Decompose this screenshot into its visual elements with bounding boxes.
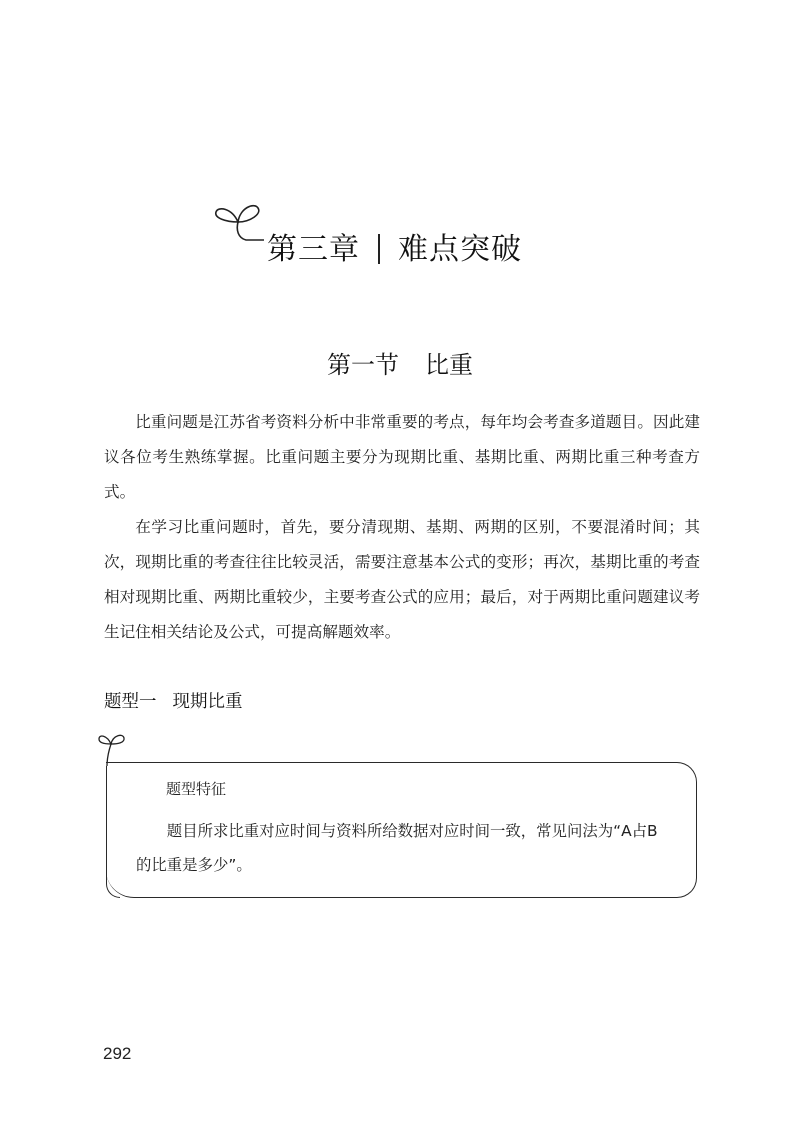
chapter-number: 第三章	[267, 232, 360, 267]
intro-paragraph: 比重问题是江苏省考资料分析中非常重要的考点，每年均会考查多道题目。因此建议各位考生熟练掌握。比重问题主要分为现期比重、基期比重、两期比重三种考查方式。	[104, 413, 700, 501]
chapter-subtitle: 难点突破	[398, 232, 522, 267]
section-name: 比重	[425, 351, 473, 379]
question-type-title: 现期比重	[172, 692, 243, 712]
title-divider	[378, 234, 380, 264]
feature-box-border	[106, 766, 120, 898]
study-tips-paragraph: 在学习比重问题时，首先，要分清现期、基期、两期的区别，不要混淆时间；其次，现期比重的考查往往比较灵活，需要注意基本公式的变形；再次，基期比重的考查相对现期比重、两期比重较少，主要考查公式的应用；最后，对于两期比重问题建议考生记住相关结论及公式，可提高解题效率。	[104, 518, 700, 641]
feature-text: 题目所求比重对应时间与资料所给数据对应时间一致，常见问法为“A占B的比重是多少”。	[136, 822, 658, 874]
sprout-icon	[97, 730, 131, 766]
question-type-label: 题型一	[104, 692, 157, 712]
sprout-icon	[212, 200, 268, 250]
chapter-title	[267, 224, 522, 268]
feature-label: 题型特征	[166, 780, 227, 798]
section-title	[0, 345, 800, 380]
question-type-heading	[104, 688, 243, 713]
section-label: 第一节	[327, 351, 399, 379]
chapter-header	[212, 200, 592, 270]
page-number: 292	[103, 1044, 132, 1063]
